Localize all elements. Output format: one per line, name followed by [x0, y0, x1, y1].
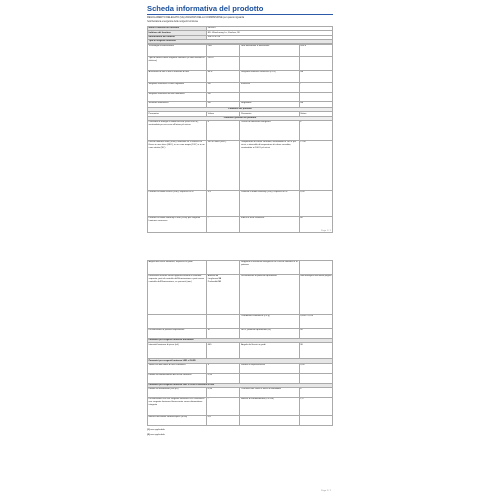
param-label: Potenza in modo acceso (Pon), espressa in W [148, 191, 207, 217]
param-label: Sorgente luminosa connessa (CLS) [240, 71, 299, 83]
param-value: - [207, 217, 240, 233]
model-label: Identificativo del modello [148, 35, 207, 39]
param-label: Dichiarazione di potenza equivalente [148, 329, 207, 339]
param-label: Metrica dell'effetto stroboscopico (SVM) [148, 415, 207, 425]
address-label: Indirizzo del fornitore [148, 31, 207, 35]
param-label: Se sì, potenza equivalente (W) [240, 329, 299, 339]
page2-table [147, 260, 333, 426]
type-table [147, 44, 333, 233]
param-value [207, 315, 240, 329]
param-label: Temperatura di colore correlata, arrotondata ai 100 K più vicini, o intervallo di temperature di colore correlate, arrotondate ai 100 K più vicini [240, 141, 299, 191]
param-label: Tipo di attacco della sorgente luminosa (o altra interfaccia elettrica) [148, 57, 207, 71]
param-label: Regolabile [240, 102, 299, 108]
dimension-width: Larghezza 50 [207, 278, 222, 280]
param-label: Potenza in modo stand-by (Psb), espressa in W [240, 191, 299, 217]
regulation-line-2: l'etichettatura energetica delle sorgenti luminose [147, 20, 199, 23]
param-label: Angolo del fascio in gradi [240, 343, 299, 359]
address-value: RD: Wanchuang Lu, Xinzhou, 38 [207, 31, 333, 35]
title-divider [147, 14, 333, 15]
param-value [299, 373, 332, 383]
param-value [299, 415, 332, 425]
param-value: MLS [207, 71, 240, 83]
model-value: XM-12-8-TM [207, 35, 333, 39]
param-value: 345 in Sfera (360°) [207, 141, 240, 191]
param-value: 0,90 [299, 363, 332, 373]
param-label [240, 415, 299, 425]
param-label: Non direzionale o direzionale [240, 45, 299, 57]
param-value: Sì [207, 329, 240, 339]
param-label: Flusso luminoso utile (Φuse), indicante se si riferisce al flusso in una sfera (360°), in un cono ampio (120°) o in un cono stretto (90°) [148, 141, 207, 191]
page-number: Page 1 / 2 [321, 230, 331, 232]
param-label: Dichiarazione che una sorgente luminosa LED sostituisce una sorgente luminosa fluorescente senza alimentatore integrato [148, 397, 207, 415]
param-value: No [299, 102, 332, 108]
param-label: Dimensioni esterne senza apparecchiatura di controllo separata, parti di controllo dell'illuminazione e parti senza controllo dell'illuminazione, se presenti (mm) [148, 275, 207, 315]
param-value: GU10 [207, 57, 240, 71]
param-value [299, 57, 332, 71]
param-value [299, 261, 332, 275]
supplier-value: NEWFO [207, 27, 333, 31]
param-value: 9 [207, 363, 240, 373]
param-value: - [207, 397, 240, 415]
page-number: Page 2 / 2 [321, 490, 331, 492]
param-label [240, 57, 299, 71]
param-label: Fattore di sopravvivenza [240, 363, 299, 373]
led-heading: Parametri per sorgenti luminose LED e OLED [148, 359, 333, 363]
col-header: Parametro [240, 112, 299, 116]
mains-heading: Parametri per sorgenti luminose LED e OLED a tensione di rete [148, 383, 333, 387]
param-value: 0,00 [299, 191, 332, 217]
supplier-table [147, 26, 333, 44]
param-value: 0,90 [207, 387, 240, 397]
param-label: Involucro [240, 83, 299, 93]
product-params-heading: Parametri del prodotto [148, 108, 333, 112]
param-value: F [299, 121, 332, 141]
param-label: Fattore di mantenimento del flusso luminoso [148, 373, 207, 383]
param-label: Sorgente luminosa ad alta luminanza [148, 93, 207, 102]
param-value: 0,6 [207, 415, 240, 425]
type-heading: Tipo di sorgente luminosa [148, 39, 333, 43]
dimension-height: Altezza 55 [207, 275, 219, 278]
param-value: No [299, 71, 332, 83]
param-value: 4,9 [207, 191, 240, 217]
param-value: No [207, 83, 240, 93]
directional-heading: Parametri per sorgenti luminose direzionali [148, 339, 333, 343]
param-value: 80 [299, 217, 332, 233]
document-page-1 [147, 0, 333, 240]
param-label: Schermo antiriflesso [148, 102, 207, 108]
param-label: Coordinate cromatiche (x e y) [240, 315, 299, 329]
param-label: Sorgente luminosa a colori regolabili [148, 83, 207, 93]
param-label: Valore R9 dell'indice di resa cromatica [148, 363, 207, 373]
param-value [207, 261, 240, 275]
param-value: Nell'immagine dell'ultima pagina [299, 275, 332, 315]
document-page-2 [147, 258, 333, 500]
param-value: No [207, 102, 240, 108]
param-label: Dichiarazione di potenza equivalente [240, 275, 299, 315]
param-value: 1,0 [299, 397, 332, 415]
param-label: Metrica di sfarfallamento (Pst LM) [240, 397, 299, 415]
param-label: Coerenza dei colori in ellissi di MacAdam [240, 387, 299, 397]
general-params-heading: Parametri generali del prodotto [148, 116, 333, 120]
col-header: Valore [299, 112, 332, 116]
param-value: 0,95 [207, 373, 240, 383]
param-value: 6 [299, 387, 332, 397]
param-value: 36 [299, 343, 332, 359]
legend [147, 428, 333, 438]
param-label [148, 315, 207, 329]
col-header: Parametro [148, 112, 207, 116]
param-value: 645 [207, 343, 240, 359]
param-label: Indice di resa cromatica [240, 217, 299, 233]
param-label: A tensione di rete o non a tensione di rete [148, 71, 207, 83]
legend-item: (1) non applicabile [147, 428, 165, 431]
legend-item: (2) non applicabile [147, 433, 165, 436]
param-value: 6 [207, 121, 240, 141]
param-label: Rapporto di efficienza energetica tra il flusso luminoso e la potenza [240, 261, 299, 275]
document-title: Scheda informativa del prodotto [147, 4, 264, 13]
regulation-line-1: REGOLAMENTO DELEGATO (UE) 2019/2015 DELLA COMMISSIONE per quanto riguarda [147, 16, 245, 19]
param-label: Consumo di energia in modo acceso (kWh/1000 h), arrotondato per eccesso all'intero più vicino [148, 121, 207, 141]
param-label: Classe di efficienza energetica [240, 121, 299, 141]
param-value [299, 93, 332, 102]
param-label: Intensità luminosa di picco (cd) [148, 343, 207, 359]
param-value: NDLS [299, 45, 332, 57]
param-label: Tecnologia d'illuminazione [148, 45, 207, 57]
param-value: LED [207, 45, 240, 57]
param-value: 0,458 / 0,410 [299, 315, 332, 329]
param-label: Fattore di sfasamento (cos φ1) [148, 387, 207, 397]
param-label: Potenza in modo stand-by in rete (Pnet) per sorgente luminosa connessa [148, 217, 207, 233]
supplier-label: Nome o marchio del fornitore [148, 27, 207, 31]
param-value: - [299, 83, 332, 93]
param-value: No [207, 93, 240, 102]
param-label: Angolo del fascio luminoso, espresso in gradi [148, 261, 207, 275]
param-label [240, 373, 299, 383]
dimensions-cell [207, 275, 240, 315]
col-header: Valore [207, 112, 240, 116]
param-value: 2 700 [299, 141, 332, 191]
param-value: 50 [299, 329, 332, 339]
dimension-depth: Profondità 50 [207, 280, 221, 283]
param-label [240, 93, 299, 102]
